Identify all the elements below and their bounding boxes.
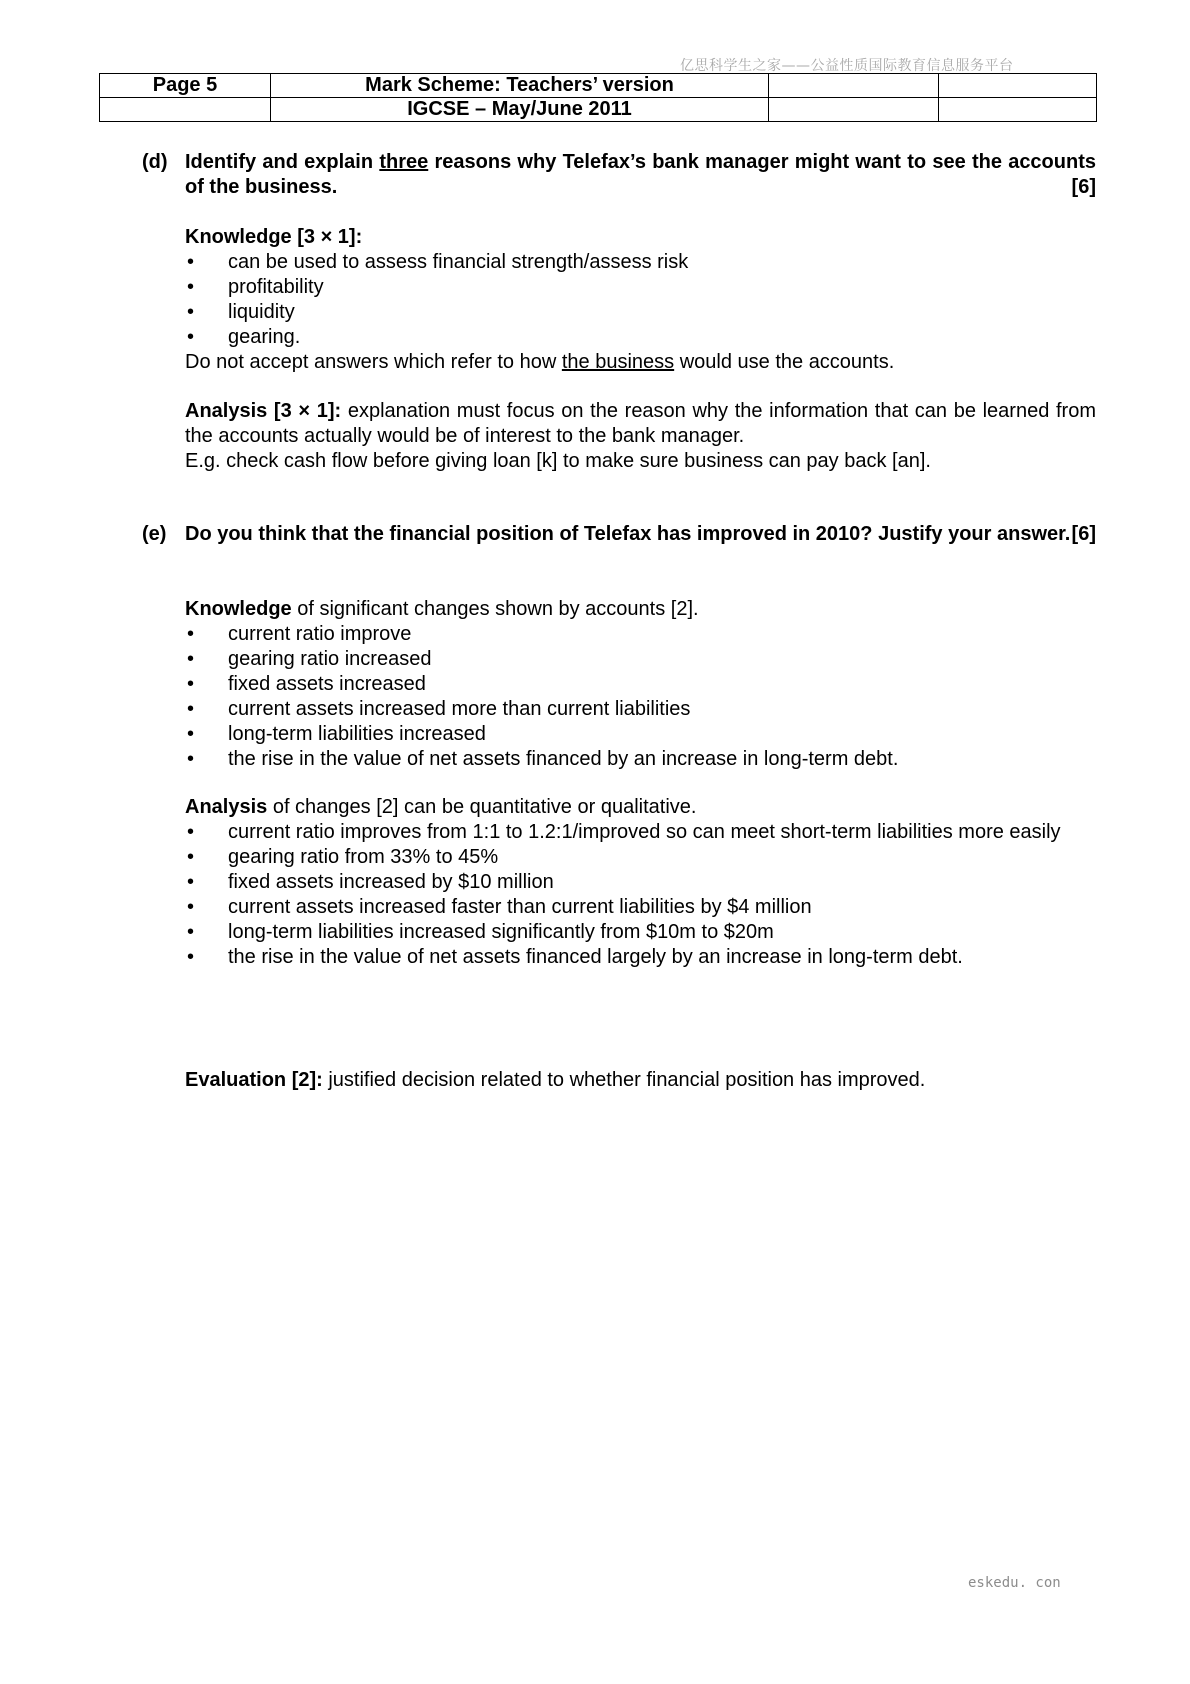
list-item: • fixed assets increased [187, 673, 426, 695]
question-e-marks: [6] [1071, 523, 1096, 545]
list-item: • current ratio improves from 1:1 to 1.2:1/improved so can meet short-term liabilities more easily [187, 821, 1061, 843]
question-d-analysis: Analysis [3 × 1]: explanation must focus on the reason why the information that can be learned from the accounts actually would be of interest to the bank manager. E.g. check cash flow before giving loan [k] to make sure business can pay back [an]. [185, 400, 1096, 472]
question-d-knowledge [185, 225, 1096, 375]
list-item: • current assets increased more than current liabilities [187, 698, 691, 720]
question-e-label: (e) [142, 523, 167, 545]
list-item: • the rise in the value of net assets financed by an increase in long-term debt. [187, 748, 899, 770]
question-d [142, 150, 1096, 200]
list-item: • can be used to assess financial strength/assess risk [187, 251, 689, 273]
header-empty-cell [769, 74, 939, 98]
list-item: • fixed assets increased by $10 million [187, 871, 554, 893]
question-d-label: (d) [142, 151, 168, 173]
footer-watermark: eskedu. con [968, 1575, 1061, 1591]
knowledge-list [185, 622, 1096, 772]
analysis-heading: Analysis [3 × 1]: [185, 400, 342, 422]
question-d-text: Identify and explain three reasons why Telefax’s bank manager might want to see the accounts of the business. [6] [185, 151, 1096, 198]
header-subtitle: IGCSE – May/June 2011 [271, 98, 769, 122]
list-item: • long-term liabilities increased [187, 723, 486, 745]
header-empty-cell [939, 74, 1097, 98]
question-d-marks: [6] [1071, 176, 1096, 198]
header-empty-cell [769, 98, 939, 122]
question-e-evaluation: Evaluation [2]: justified decision related to whether financial position has improved. [185, 1069, 926, 1091]
analysis-heading: Analysis [185, 796, 268, 818]
header-page-number: Page 5 [100, 74, 271, 98]
header-empty-cell [939, 98, 1097, 122]
question-e-text: Do you think that the financial position of Telefax has improved in 2010? Justify your answer. [6] [185, 523, 1096, 545]
evaluation-heading: Evaluation [2]: [185, 1069, 323, 1091]
watermark-text: 亿思科学生之家——公益性质国际教育信息服务平台 [680, 58, 1014, 74]
knowledge-heading: Knowledge [185, 598, 292, 620]
list-item: • long-term liabilities increased significantly from $10m to $20m [187, 921, 774, 943]
question-e-analysis: Analysis of changes [2] can be quantitative or qualitative. • current ratio improves from 1:1 to 1.2:1/improved so can meet short-term liabilities more easily • gearing ratio from 33% to 45% • fixed assets increased by $10 million • current assets increased faster than current liabilities by $4 million • long-term liabilities increased significantly from $10m to $20m • the rise in the value of net assets financed largely by an increase in long-term debt. [185, 795, 1096, 970]
exclusion-note: Do not accept answers which refer to how the business would use the accounts. [185, 351, 895, 373]
list-item: • profitability [187, 276, 324, 298]
list-item: • gearing ratio increased [187, 648, 432, 670]
list-item: • gearing. [187, 326, 301, 348]
header-title: Mark Scheme: Teachers’ version [271, 74, 769, 98]
list-item: • current ratio improve [187, 623, 412, 645]
knowledge-list [185, 250, 1096, 350]
page-header-table [99, 73, 1097, 122]
question-e-knowledge: Knowledge of significant changes shown by accounts [2]. • current ratio improve • gearing ratio increased • fixed assets increased • current assets increased more than current liabilities • long-term liabilities increased • the rise in the value of net assets financed by an increase in long-term debt. [185, 597, 1096, 772]
list-item: • current assets increased faster than current liabilities by $4 million [187, 896, 812, 918]
list-item: • liquidity [187, 301, 295, 323]
knowledge-heading: Knowledge [3 × 1]: [185, 226, 363, 248]
question-e [142, 522, 1096, 547]
header-empty-cell [100, 98, 271, 122]
analysis-example: E.g. check cash flow before giving loan [k] to make sure business can pay back [an]. [185, 450, 931, 472]
list-item: • gearing ratio from 33% to 45% [187, 846, 499, 868]
list-item: • the rise in the value of net assets financed largely by an increase in long-term debt. [187, 946, 963, 968]
analysis-list [185, 820, 1096, 970]
